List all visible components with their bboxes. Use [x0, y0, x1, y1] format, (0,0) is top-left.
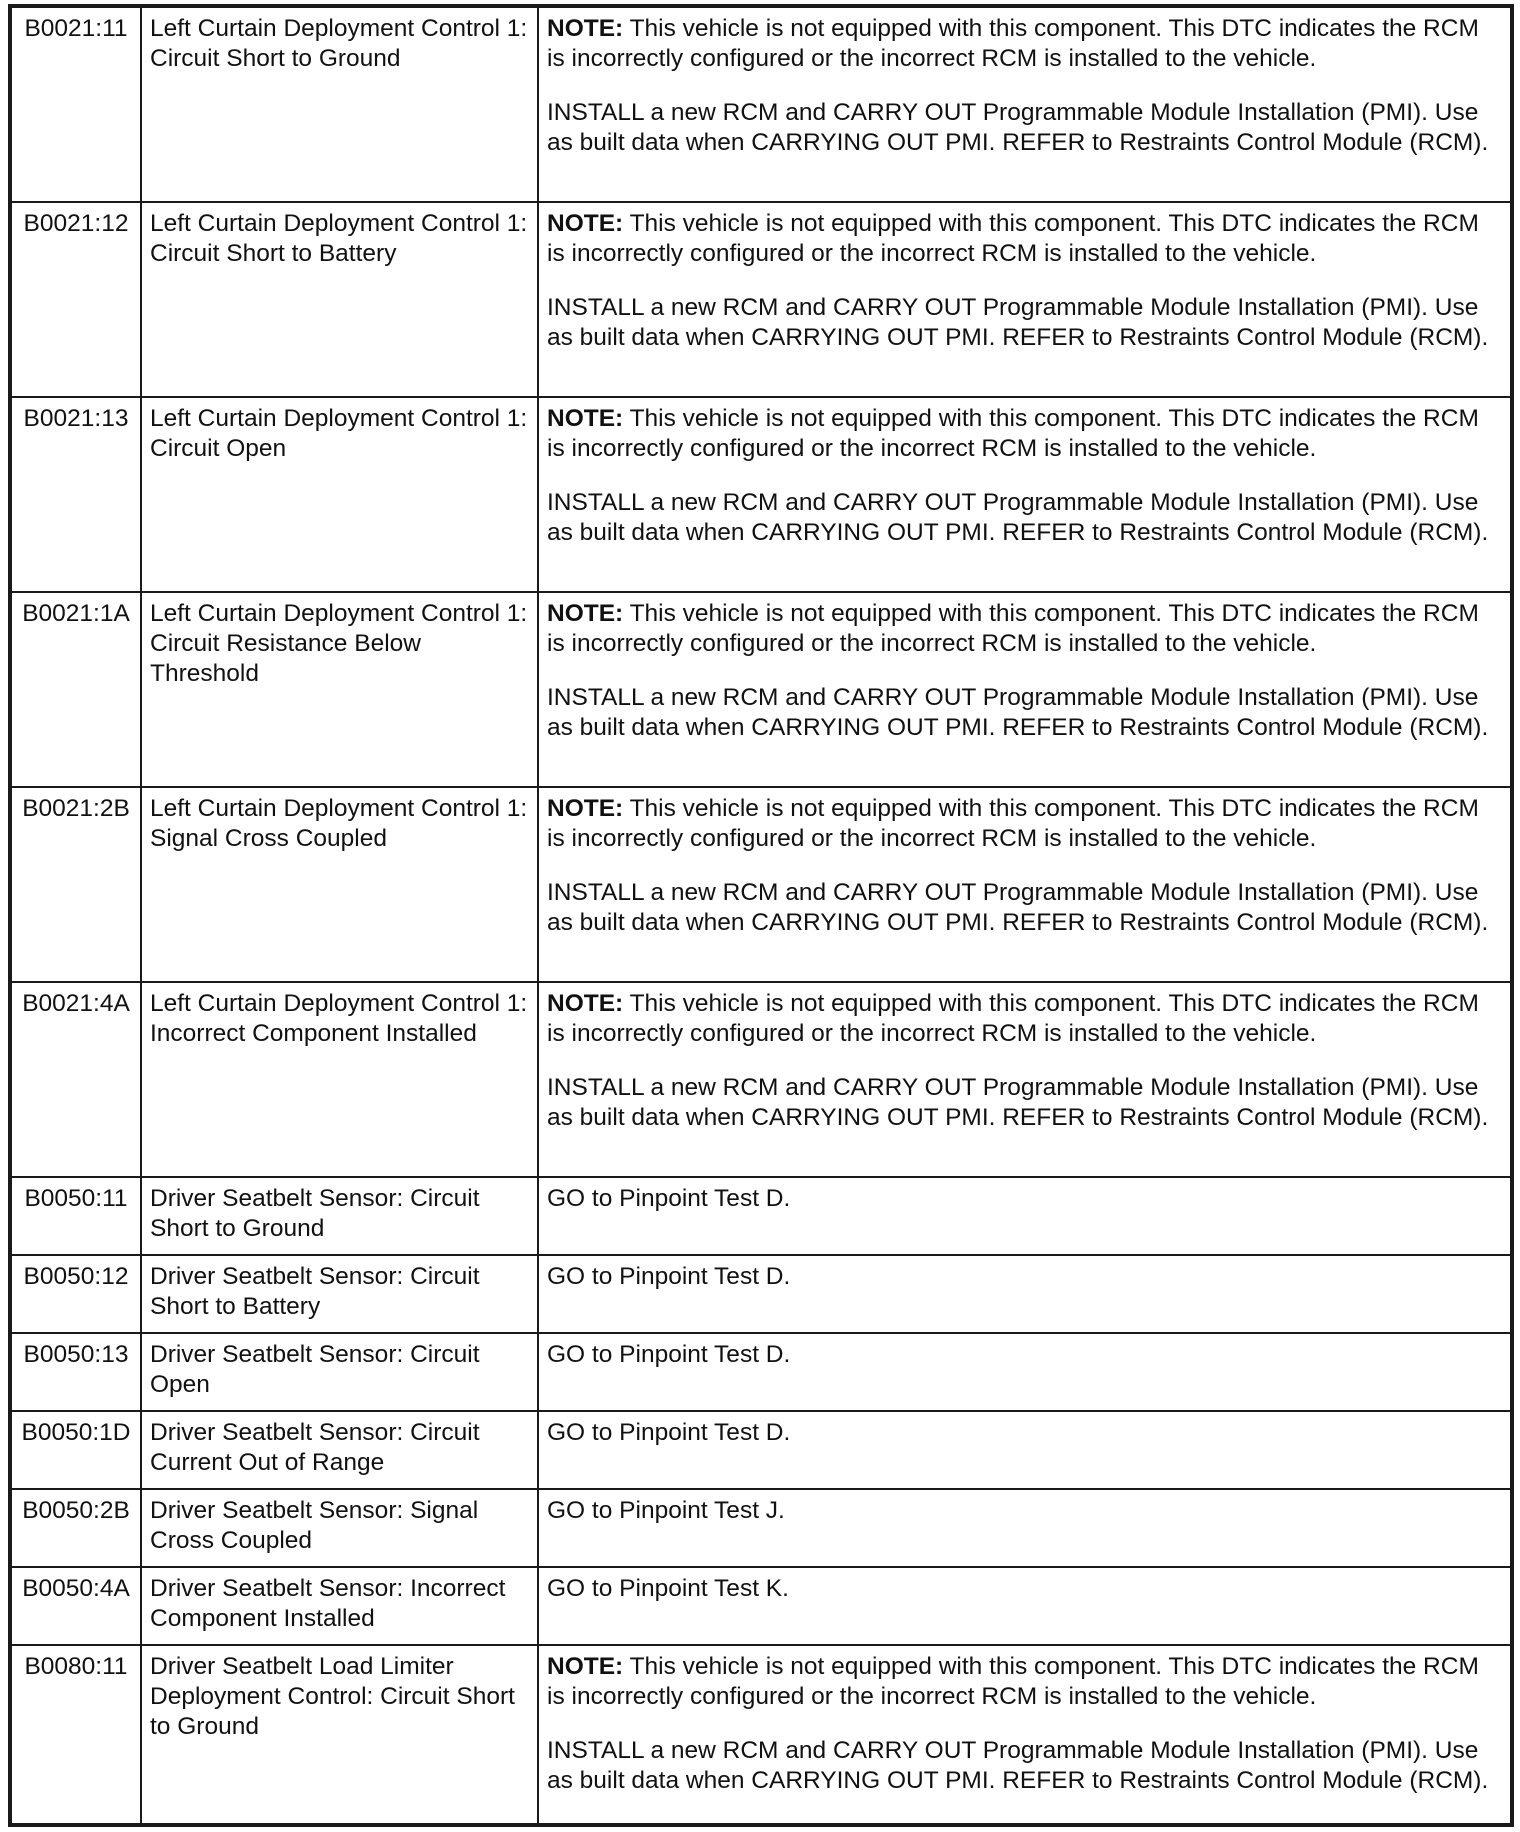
table-row	[10, 982, 1512, 1177]
dtc-description: Left Curtain Deployment Control 1: Incorrect Component Installed	[141, 982, 538, 1177]
dtc-code: B0050:4A	[10, 1567, 141, 1645]
table-row	[10, 1255, 1512, 1333]
action-text: INSTALL a new RCM and CARRY OUT Programmable Module Installation (PMI). Use as built data when CARRYING OUT PMI. REFER to Restraints Control Module (RCM).	[547, 99, 1489, 156]
dtc-description: Driver Seatbelt Sensor: Signal Cross Coupled	[141, 1489, 538, 1567]
note-paragraph	[547, 14, 1502, 74]
dtc-code: B0021:11	[10, 6, 141, 202]
dtc-code: B0050:2B	[10, 1489, 141, 1567]
table-row	[10, 1645, 1512, 1825]
dtc-action-cell	[538, 6, 1512, 202]
note-paragraph	[547, 404, 1502, 464]
table-row	[10, 592, 1512, 787]
dtc-description: Driver Seatbelt Sensor: Incorrect Component Installed	[141, 1567, 538, 1645]
note-paragraph	[547, 1652, 1502, 1712]
action-text: INSTALL a new RCM and CARRY OUT Programmable Module Installation (PMI). Use as built data when CARRYING OUT PMI. REFER to Restraints Control Module (RCM).	[547, 1737, 1489, 1794]
note-text: This vehicle is not equipped with this component. This DTC indicates the RCM is incorrectly configured or the incorrect RCM is installed to the vehicle.	[547, 990, 1479, 1047]
note-paragraph	[547, 794, 1502, 854]
table-row	[10, 1567, 1512, 1645]
dtc-action-cell	[538, 592, 1512, 787]
dtc-description: Left Curtain Deployment Control 1: Circuit Resistance Below Threshold	[141, 592, 538, 787]
dtc-code: B0021:1A	[10, 592, 141, 787]
dtc-code: B0021:12	[10, 202, 141, 397]
dtc-code: B0021:4A	[10, 982, 141, 1177]
dtc-code: B0050:12	[10, 1255, 141, 1333]
note-text: This vehicle is not equipped with this component. This DTC indicates the RCM is incorrectly configured or the incorrect RCM is installed to the vehicle.	[547, 795, 1479, 852]
note-label: NOTE:	[547, 405, 624, 432]
dtc-description: Driver Seatbelt Sensor: Circuit Short to Ground	[141, 1177, 538, 1255]
note-text: This vehicle is not equipped with this component. This DTC indicates the RCM is incorrectly configured or the incorrect RCM is installed to the vehicle.	[547, 15, 1479, 72]
table-row	[10, 6, 1512, 202]
dtc-code: B0021:2B	[10, 787, 141, 982]
note-paragraph	[547, 599, 1502, 659]
note-text: This vehicle is not equipped with this component. This DTC indicates the RCM is incorrectly configured or the incorrect RCM is installed to the vehicle.	[547, 405, 1479, 462]
note-text: This vehicle is not equipped with this component. This DTC indicates the RCM is incorrectly configured or the incorrect RCM is installed to the vehicle.	[547, 600, 1479, 657]
dtc-action-text: GO to Pinpoint Test D.	[538, 1411, 1512, 1489]
table-row	[10, 1489, 1512, 1567]
dtc-code: B0050:13	[10, 1333, 141, 1411]
dtc-action-cell	[538, 1645, 1512, 1825]
dtc-code: B0050:1D	[10, 1411, 141, 1489]
note-label: NOTE:	[547, 210, 624, 237]
dtc-code: B0080:11	[10, 1645, 141, 1825]
dtc-action-cell	[538, 982, 1512, 1177]
dtc-description: Left Curtain Deployment Control 1: Circuit Short to Ground	[141, 6, 538, 202]
table-row	[10, 397, 1512, 592]
note-label: NOTE:	[547, 990, 624, 1017]
dtc-description: Driver Seatbelt Sensor: Circuit Current Out of Range	[141, 1411, 538, 1489]
note-text: This vehicle is not equipped with this component. This DTC indicates the RCM is incorrectly configured or the incorrect RCM is installed to the vehicle.	[547, 1653, 1479, 1710]
action-text: INSTALL a new RCM and CARRY OUT Programmable Module Installation (PMI). Use as built data when CARRYING OUT PMI. REFER to Restraints Control Module (RCM).	[547, 684, 1489, 741]
note-paragraph	[547, 989, 1502, 1049]
table-row	[10, 202, 1512, 397]
dtc-description: Left Curtain Deployment Control 1: Signal Cross Coupled	[141, 787, 538, 982]
action-text: INSTALL a new RCM and CARRY OUT Programmable Module Installation (PMI). Use as built data when CARRYING OUT PMI. REFER to Restraints Control Module (RCM).	[547, 1074, 1489, 1131]
dtc-action-text: GO to Pinpoint Test D.	[538, 1255, 1512, 1333]
note-paragraph	[547, 209, 1502, 269]
note-label: NOTE:	[547, 15, 624, 42]
dtc-action-cell	[538, 397, 1512, 592]
dtc-action-cell	[538, 787, 1512, 982]
action-text: INSTALL a new RCM and CARRY OUT Programmable Module Installation (PMI). Use as built data when CARRYING OUT PMI. REFER to Restraints Control Module (RCM).	[547, 294, 1489, 351]
dtc-description: Left Curtain Deployment Control 1: Circuit Short to Battery	[141, 202, 538, 397]
dtc-action-text: GO to Pinpoint Test K.	[538, 1567, 1512, 1645]
note-label: NOTE:	[547, 795, 624, 822]
dtc-code: B0021:13	[10, 397, 141, 592]
table-row	[10, 787, 1512, 982]
table-row	[10, 1333, 1512, 1411]
dtc-description: Driver Seatbelt Sensor: Circuit Open	[141, 1333, 538, 1411]
action-text: INSTALL a new RCM and CARRY OUT Programmable Module Installation (PMI). Use as built data when CARRYING OUT PMI. REFER to Restraints Control Module (RCM).	[547, 879, 1489, 936]
note-text: This vehicle is not equipped with this component. This DTC indicates the RCM is incorrectly configured or the incorrect RCM is installed to the vehicle.	[547, 210, 1479, 267]
dtc-table	[8, 4, 1514, 1827]
note-label: NOTE:	[547, 1653, 624, 1680]
dtc-action-text: GO to Pinpoint Test D.	[538, 1177, 1512, 1255]
dtc-action-cell	[538, 202, 1512, 397]
action-text: INSTALL a new RCM and CARRY OUT Programmable Module Installation (PMI). Use as built data when CARRYING OUT PMI. REFER to Restraints Control Module (RCM).	[547, 489, 1489, 546]
dtc-action-text: GO to Pinpoint Test J.	[538, 1489, 1512, 1567]
dtc-action-text: GO to Pinpoint Test D.	[538, 1333, 1512, 1411]
table-row	[10, 1411, 1512, 1489]
dtc-description: Driver Seatbelt Load Limiter Deployment Control: Circuit Short to Ground	[141, 1645, 538, 1825]
dtc-description: Left Curtain Deployment Control 1: Circuit Open	[141, 397, 538, 592]
dtc-description: Driver Seatbelt Sensor: Circuit Short to Battery	[141, 1255, 538, 1333]
dtc-code: B0050:11	[10, 1177, 141, 1255]
note-label: NOTE:	[547, 600, 624, 627]
table-row	[10, 1177, 1512, 1255]
